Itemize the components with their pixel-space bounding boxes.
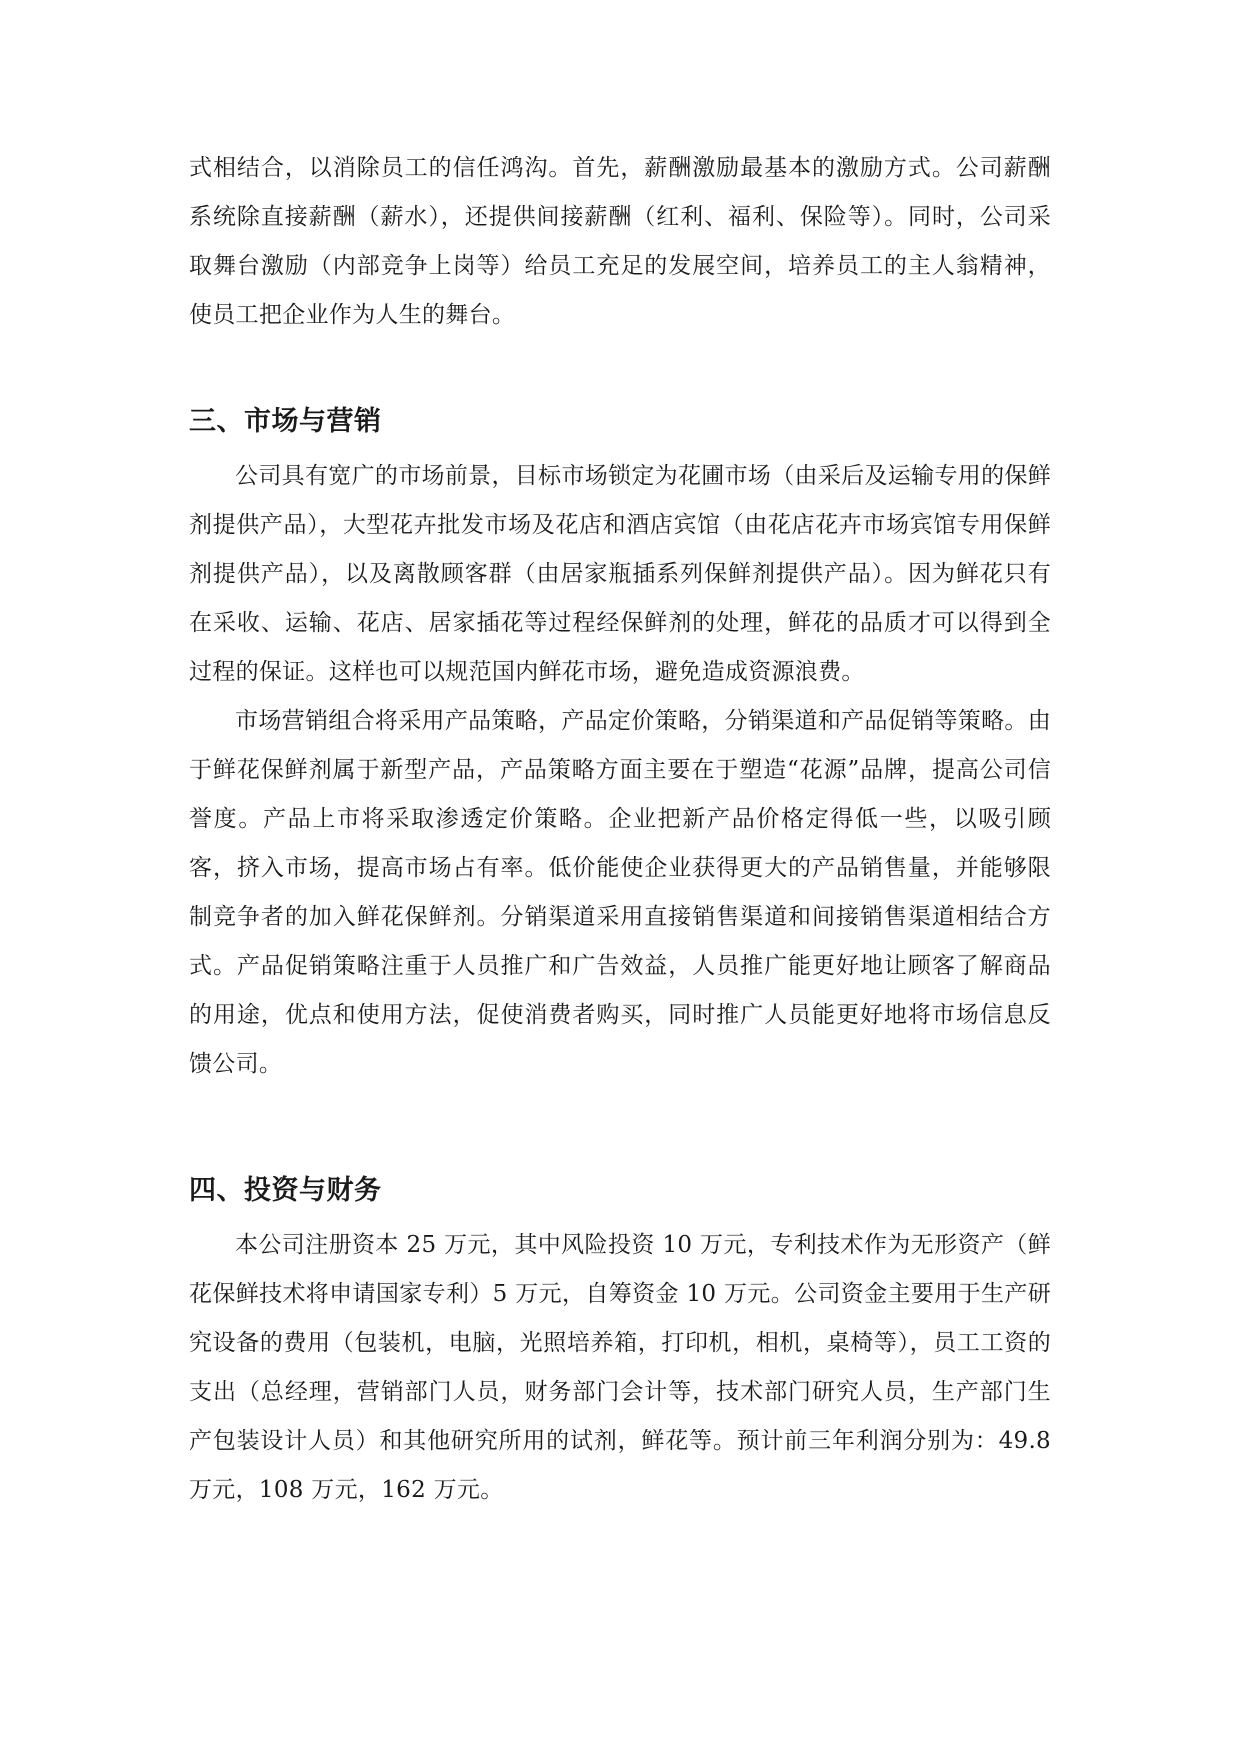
- market-paragraph-1: 公司具有宽广的市场前景，目标市场锁定为花圃市场（由采后及运输专用的保鲜剂提供产品），大型花卉批发市场及花店和酒店宾馆（由花店花卉市场宾馆专用保鲜剂提供产品），以及离散顾客群（由居家瓶插系列保鲜剂提供产品）。因为鲜花只有在采收、运输、花店、居家插花等过程经保鲜剂的处理，鲜花的品质才可以得到全过程的保证。这样也可以规范国内鲜花市场，避免造成资源浪费。: [189, 463, 1051, 685]
- section-heading-market-marketing: 三、市场与营销: [189, 406, 382, 437]
- finance-paragraph-1: 本公司注册资本 25 万元，其中风险投资 10 万元，专利技术作为无形资产（鲜花保鲜技术将申请国家专利）5 万元，自筹资金 10 万元。公司资金主要用于生产研究设备的费用（包装机，电脑，光照培养箱，打印机，相机，桌椅等），员工工资的支出（总经理，营销部门人员，财务部门会计等，技术部门研究人员，生产部门生产包装设计人员）和其他研究所用的试剂，鲜花等。预计前三年利润分别为：49.8 万元，108 万元，162 万元。: [189, 1232, 1051, 1503]
- market-paragraph-2: 市场营销组合将采用产品策略，产品定价策略，分销渠道和产品促销等策略。由于鲜花保鲜剂属于新型产品，产品策略方面主要在于塑造“花源”品牌，提高公司信誉度。产品上市将采取渗透定价策略。企业把新产品价格定得低一些，以吸引顾客，挤入市场，提高市场占有率。低价能使企业获得更大的产品销售量，并能够限制竞争者的加入鲜花保鲜剂。分销渠道采用直接销售渠道和间接销售渠道相结合方式。产品促销策略注重于人员推广和广告效益，人员推广能更好地让顾客了解商品的用途，优点和使用方法，促使消费者购买，同时推广人员能更好地将市场信息反馈公司。: [189, 708, 1051, 1077]
- document-body: [189, 144, 1051, 1515]
- continued-paragraph: 式相结合，以消除员工的信任鸿沟。首先，薪酬激励最基本的激励方式。公司薪酬系统除直接薪酬（薪水），还提供间接薪酬（红利、福利、保险等）。同时，公司采取舞台激励（内部竞争上岗等）给员工充足的发展空间，培养员工的主人翁精神，使员工把企业作为人生的舞台。: [189, 155, 1051, 328]
- section-heading-investment-finance: 四、投资与财务: [189, 1175, 382, 1206]
